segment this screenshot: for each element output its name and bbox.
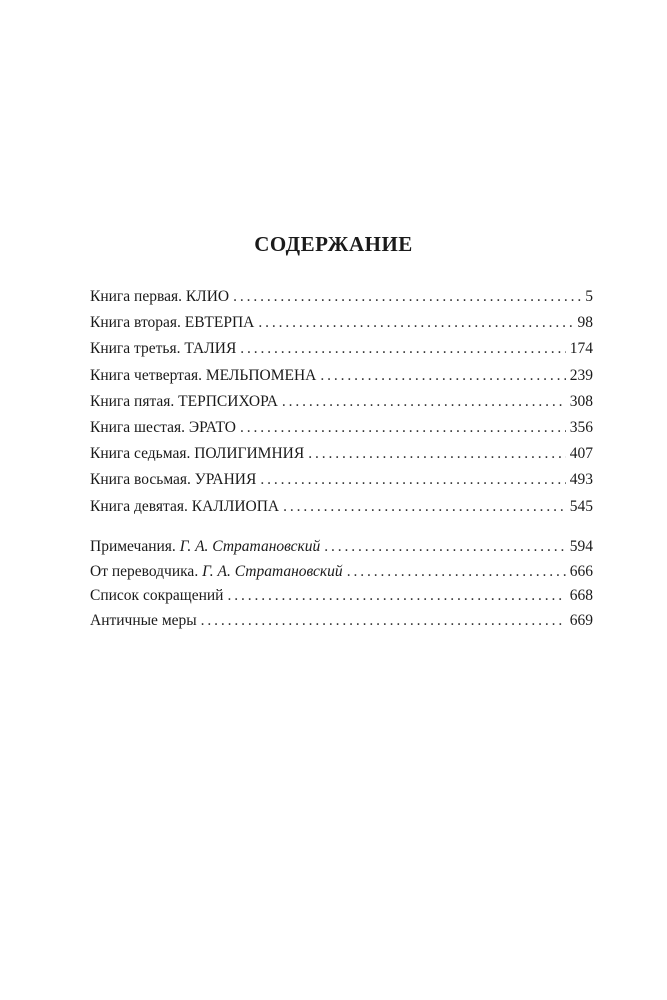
- toc-entry-title: Античные меры: [90, 611, 197, 629]
- toc-entry: [90, 494, 593, 520]
- toc-entry-label: [90, 494, 279, 520]
- toc-entry: [90, 609, 593, 634]
- toc-entry-title: Книга вторая. ЕВТЕРПА: [90, 314, 255, 332]
- toc-entry-label: [90, 363, 316, 389]
- toc-dot-leader: [324, 535, 565, 559]
- toc-entry-label: [90, 535, 320, 559]
- toc-entry-page-number: 666: [569, 562, 593, 580]
- toc-entry-title: Список сокращений: [90, 587, 224, 604]
- toc-entry: [90, 389, 593, 415]
- toc-entry-label: [90, 389, 278, 415]
- toc-entry-page-number: 98: [577, 314, 593, 332]
- toc-entry-title: Книга четвертая. МЕЛЬПОМЕНА: [90, 366, 317, 384]
- toc-entry-title: От переводчика.: [90, 562, 199, 580]
- toc-entry-page-number: 668: [569, 587, 593, 604]
- toc-dot-leader: [282, 389, 566, 415]
- toc-entry-label: [90, 336, 236, 362]
- toc-dot-leader: [201, 609, 566, 633]
- toc-entry-title: Книга шестая. ЭРАТО: [90, 418, 237, 436]
- toc-entry-page-number: 239: [569, 366, 593, 384]
- toc-entry: [90, 310, 593, 336]
- toc-entry-label: [90, 310, 254, 336]
- toc-entry-page-number: 493: [569, 471, 593, 489]
- toc-dot-leader: [240, 336, 565, 362]
- toc-entry-page-number: 545: [569, 497, 593, 515]
- toc-title: СОДЕРЖАНИЕ: [254, 232, 413, 256]
- toc-entry: [90, 363, 593, 389]
- toc-dot-leader: [233, 284, 581, 310]
- toc-entry: [90, 584, 593, 609]
- toc-dot-leader: [258, 310, 573, 336]
- toc-entry-title: Книга пятая. ТЕРПСИХОРА: [90, 392, 278, 410]
- toc-entry-author: Г. А. Стратановский: [179, 538, 321, 555]
- toc-dot-leader: [308, 441, 566, 467]
- toc-entry-label: [90, 560, 343, 584]
- toc-entry-title: Книга седьмая. ПОЛИГИМНИЯ: [90, 445, 305, 463]
- toc-dot-leader: [227, 584, 565, 608]
- toc-entry: [90, 467, 593, 493]
- toc-entry-label: [90, 584, 223, 608]
- toc-entry-title: Книга первая. КЛИО: [90, 288, 230, 305]
- toc-entry: [90, 535, 593, 560]
- toc-entry-author: Г. А. Стратановский: [202, 562, 343, 580]
- toc-entry: [90, 284, 593, 310]
- toc-entry-label: [90, 467, 256, 493]
- toc-dot-leader: [283, 494, 566, 520]
- toc-dot-leader: [347, 560, 566, 584]
- toc-entry-page-number: 594: [569, 538, 593, 555]
- toc-entry-label: [90, 441, 304, 467]
- toc-entry-title: Книга девятая. КАЛЛИОПА: [90, 497, 280, 515]
- toc-entry-page-number: 669: [569, 611, 593, 629]
- toc-books-list: [90, 284, 593, 520]
- toc-entry-page-number: 308: [569, 392, 593, 410]
- toc-entry-page-number: 174: [569, 340, 593, 358]
- toc-entry-label: [90, 415, 236, 441]
- toc-entry: [90, 560, 593, 585]
- toc-entry-page-number: 5: [585, 288, 593, 305]
- toc-entry-label: [90, 284, 229, 310]
- toc-dot-leader: [240, 415, 566, 441]
- toc-appendix-list: [90, 535, 593, 633]
- toc-entry-label: [90, 609, 197, 633]
- toc-entry: [90, 441, 593, 467]
- toc-entry-title: Книга третья. ТАЛИЯ: [90, 340, 237, 358]
- toc-entry-page-number: 407: [569, 445, 593, 463]
- toc-entry: [90, 336, 593, 362]
- toc-entry-page-number: 356: [569, 418, 593, 436]
- toc-entry-title: Примечания.: [90, 538, 176, 555]
- toc-dot-leader: [320, 363, 565, 389]
- toc-entry-title: Книга восьмая. УРАНИЯ: [90, 471, 257, 489]
- toc-dot-leader: [260, 467, 565, 493]
- toc-entry: [90, 415, 593, 441]
